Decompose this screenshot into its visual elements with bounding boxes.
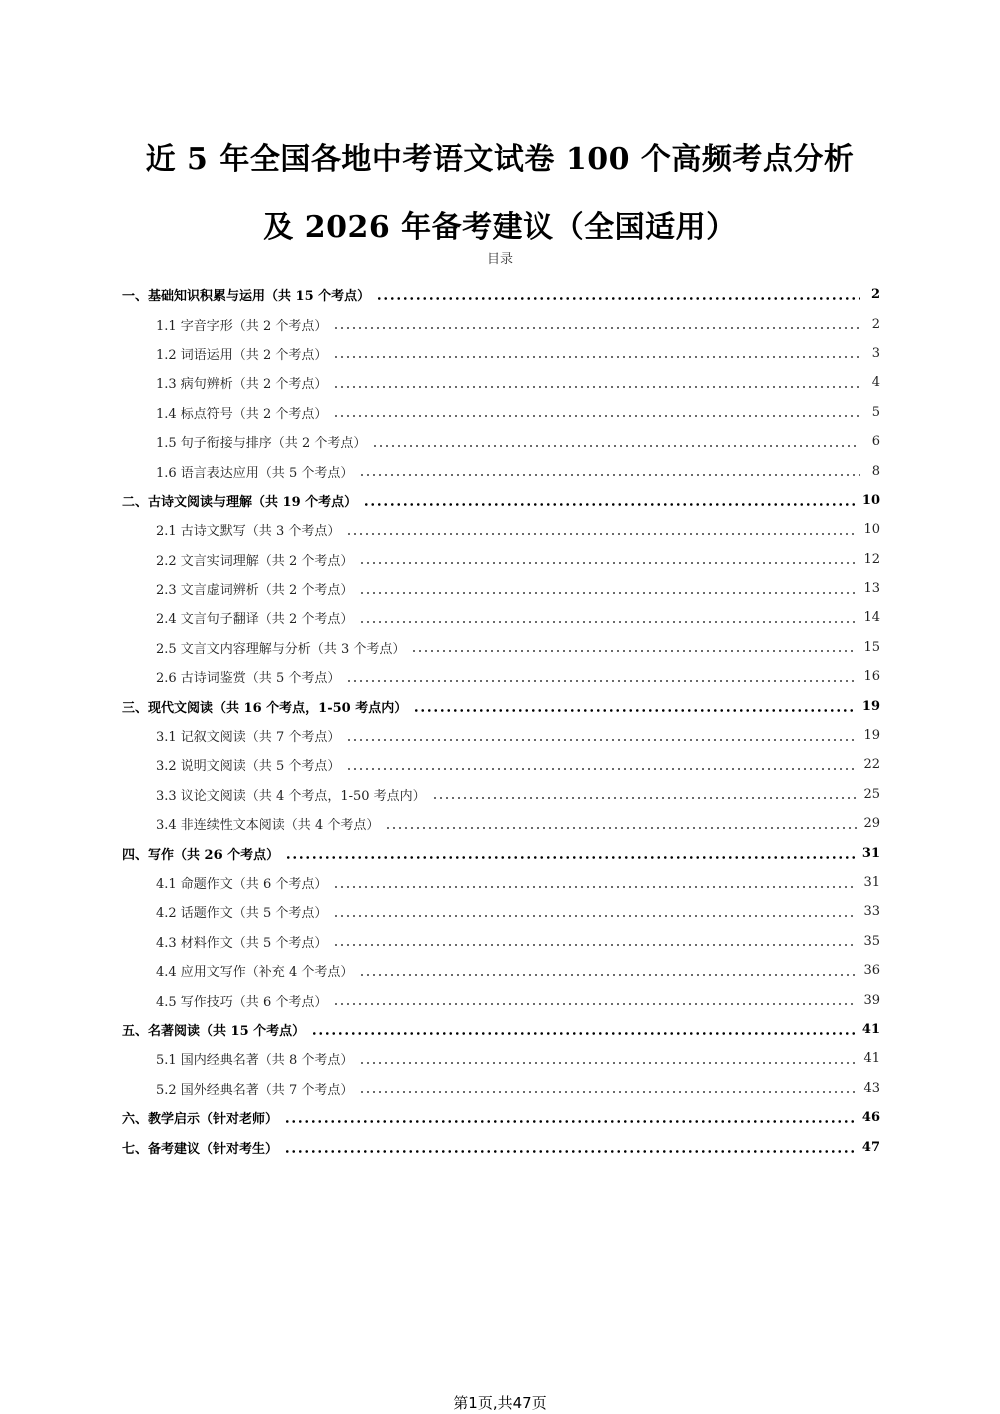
toc-dot-leader xyxy=(333,886,857,888)
toc-dot-leader xyxy=(432,797,858,799)
toc-subsection-entry[interactable] xyxy=(122,750,880,779)
toc-page-number: 8 xyxy=(871,463,880,479)
toc-entry-label: 3.1 记叙文阅读（共 7 个考点） xyxy=(156,730,341,746)
toc-heading: 目录 xyxy=(486,252,513,267)
toc-entry-label: 2.1 古诗文默写（共 3 个考点） xyxy=(156,524,341,540)
title-line-1: 近 5 年全国各地中考语文试卷 100 个高频考点分析 xyxy=(145,142,855,177)
toc-dot-leader xyxy=(346,739,857,741)
toc-entry-label: 1.4 标点符号（共 2 个考点） xyxy=(156,406,328,422)
toc-entry-label: 三、现代文阅读（共 16 个考点，1-50 考点内） xyxy=(122,700,408,716)
toc-subsection-entry[interactable] xyxy=(122,515,880,544)
toc-section-entry[interactable] xyxy=(122,280,880,309)
toc-dot-leader xyxy=(333,1003,857,1005)
toc-subsection-entry[interactable] xyxy=(122,897,880,926)
toc-section-entry[interactable] xyxy=(122,691,880,720)
toc-page-number: 5 xyxy=(871,404,880,420)
toc-page-number: 14 xyxy=(863,610,880,626)
toc-entry-label: 4.4 应用文写作（补充 4 个考点） xyxy=(156,965,354,981)
toc-entry-label: 2.4 文言句子翻译（共 2 个考点） xyxy=(156,612,354,628)
toc-page-number: 10 xyxy=(861,492,880,508)
toc-dot-leader xyxy=(311,1032,856,1035)
toc-page-number: 10 xyxy=(863,522,880,538)
toc-subsection-entry[interactable] xyxy=(122,956,880,985)
toc-dot-leader xyxy=(359,974,857,976)
toc-page-number: 15 xyxy=(863,639,880,655)
toc-entry-label: 3.3 议论文阅读（共 4 个考点，1-50 考点内） xyxy=(156,788,426,804)
toc-dot-leader xyxy=(333,944,857,946)
toc-entry-label: 七、备考建议（针对考生） xyxy=(122,1141,279,1157)
toc-page-number: 41 xyxy=(863,1051,880,1067)
toc-subsection-entry[interactable] xyxy=(122,339,880,368)
toc-entry-label: 二、古诗文阅读与理解（共 19 个考点） xyxy=(122,494,358,510)
toc-dot-leader xyxy=(385,827,857,829)
toc-section-entry[interactable] xyxy=(122,1103,880,1132)
toc-dot-leader xyxy=(413,709,856,712)
toc-dot-leader xyxy=(333,327,860,329)
toc-subsection-entry[interactable] xyxy=(122,368,880,397)
toc-page-number: 41 xyxy=(861,1021,880,1037)
toc-page-number: 12 xyxy=(863,551,880,567)
toc-page-number: 19 xyxy=(861,698,880,714)
toc-page-number: 13 xyxy=(863,581,880,597)
toc-dot-leader xyxy=(333,915,857,917)
toc-page-number: 43 xyxy=(863,1080,880,1096)
toc-page-number: 31 xyxy=(863,875,880,890)
toc-dot-leader xyxy=(359,592,857,594)
toc-dot-leader xyxy=(285,856,856,859)
toc-dot-leader xyxy=(359,562,857,564)
toc-entry-label: 5.2 国外经典名著（共 7 个考点） xyxy=(156,1082,354,1098)
toc-page-number: 6 xyxy=(871,434,880,450)
table-of-contents xyxy=(122,280,880,1162)
toc-dot-leader xyxy=(346,768,857,770)
toc-subsection-entry[interactable] xyxy=(122,927,880,956)
toc-subsection-entry[interactable] xyxy=(122,456,880,485)
toc-entry-label: 2.2 文言实词理解（共 2 个考点） xyxy=(156,553,354,569)
toc-entry-label: 3.4 非连续性文本阅读（共 4 个考点） xyxy=(156,818,380,834)
toc-dot-leader xyxy=(359,1091,857,1093)
toc-page-number: 47 xyxy=(861,1139,880,1155)
toc-dot-leader xyxy=(363,503,856,506)
toc-entry-label: 4.1 命题作文（共 6 个考点） xyxy=(156,877,328,892)
toc-page-number: 46 xyxy=(861,1110,880,1126)
toc-dot-leader xyxy=(346,680,857,682)
toc-entry-label: 1.6 语言表达应用（共 5 个考点） xyxy=(156,465,354,481)
toc-page-number: 35 xyxy=(863,933,880,949)
toc-page-number: 29 xyxy=(863,816,880,832)
toc-dot-leader xyxy=(333,415,860,417)
toc-dot-leader xyxy=(376,297,860,300)
toc-page-number: 36 xyxy=(863,963,880,979)
toc-dot-leader xyxy=(346,533,857,535)
toc-page-number: 16 xyxy=(863,669,880,685)
toc-entry-label: 一、基础知识积累与运用（共 15 个考点） xyxy=(122,289,371,305)
toc-entry-label: 2.5 文言文内容理解与分析（共 3 个考点） xyxy=(156,641,406,657)
toc-page-number: 3 xyxy=(871,345,880,361)
toc-dot-leader xyxy=(372,445,860,447)
toc-dot-leader xyxy=(359,1062,857,1064)
document-title xyxy=(0,138,1000,250)
toc-subsection-entry[interactable] xyxy=(122,985,880,1014)
toc-subsection-entry[interactable] xyxy=(122,1074,880,1103)
toc-page-number: 19 xyxy=(863,728,880,744)
toc-subsection-entry[interactable] xyxy=(122,809,880,838)
toc-subsection-entry[interactable] xyxy=(122,633,880,662)
toc-dot-leader xyxy=(333,386,860,388)
toc-page-number: 33 xyxy=(863,904,880,920)
toc-entry-label: 四、写作（共 26 个考点） xyxy=(122,847,280,863)
toc-entry-label: 4.2 话题作文（共 5 个考点） xyxy=(156,906,328,922)
toc-dot-leader xyxy=(284,1120,856,1123)
toc-section-entry[interactable] xyxy=(122,486,880,515)
title-line-2: 及 2026 年备考建议（全国适用） xyxy=(263,210,737,245)
toc-entry-label: 3.2 说明文阅读（共 5 个考点） xyxy=(156,759,341,775)
toc-page-number: 2 xyxy=(871,316,880,332)
toc-subsection-entry[interactable] xyxy=(122,574,880,603)
page-footer: 第1页,共47页 xyxy=(453,1394,547,1412)
toc-subsection-entry[interactable] xyxy=(122,309,880,338)
toc-subsection-entry[interactable] xyxy=(122,868,880,897)
toc-section-entry[interactable] xyxy=(122,838,880,867)
toc-dot-leader xyxy=(333,356,860,358)
toc-entry-label: 5.1 国内经典名著（共 8 个考点） xyxy=(156,1053,354,1069)
toc-page-number: 39 xyxy=(863,992,880,1008)
toc-entry-label: 4.3 材料作文（共 5 个考点） xyxy=(156,935,328,951)
toc-page-number: 22 xyxy=(863,757,880,773)
toc-dot-leader xyxy=(284,1150,856,1153)
toc-subsection-entry[interactable] xyxy=(122,545,880,574)
toc-section-entry[interactable] xyxy=(122,1132,880,1161)
toc-entry-label: 2.3 文言虚词辨析（共 2 个考点） xyxy=(156,583,354,599)
toc-subsection-entry[interactable] xyxy=(122,780,880,809)
toc-subsection-entry[interactable] xyxy=(122,1044,880,1073)
toc-section-entry[interactable] xyxy=(122,1015,880,1044)
toc-entry-label: 2.6 古诗词鉴赏（共 5 个考点） xyxy=(156,671,341,687)
toc-subsection-entry[interactable] xyxy=(122,603,880,632)
toc-dot-leader xyxy=(359,621,857,623)
toc-dot-leader xyxy=(411,650,857,652)
toc-subsection-entry[interactable] xyxy=(122,662,880,691)
toc-subsection-entry[interactable] xyxy=(122,721,880,750)
toc-page-number: 2 xyxy=(870,287,880,303)
toc-dot-leader xyxy=(359,474,860,476)
toc-entry-label: 1.1 字音字形（共 2 个考点） xyxy=(156,318,328,334)
toc-page-number: 31 xyxy=(861,845,880,861)
toc-entry-label: 4.5 写作技巧（共 6 个考点） xyxy=(156,994,328,1010)
toc-entry-label: 1.5 句子衔接与排序（共 2 个考点） xyxy=(156,436,367,452)
toc-entry-label: 五、名著阅读（共 15 个考点） xyxy=(122,1023,306,1039)
toc-entry-label: 1.2 词语运用（共 2 个考点） xyxy=(156,347,328,363)
toc-entry-label: 1.3 病句辨析（共 2 个考点） xyxy=(156,377,328,393)
toc-page-number: 4 xyxy=(871,375,880,391)
toc-subsection-entry[interactable] xyxy=(122,427,880,456)
toc-page-number: 25 xyxy=(863,786,880,802)
toc-entry-label: 六、教学启示（针对老师） xyxy=(122,1112,279,1128)
toc-subsection-entry[interactable] xyxy=(122,398,880,427)
